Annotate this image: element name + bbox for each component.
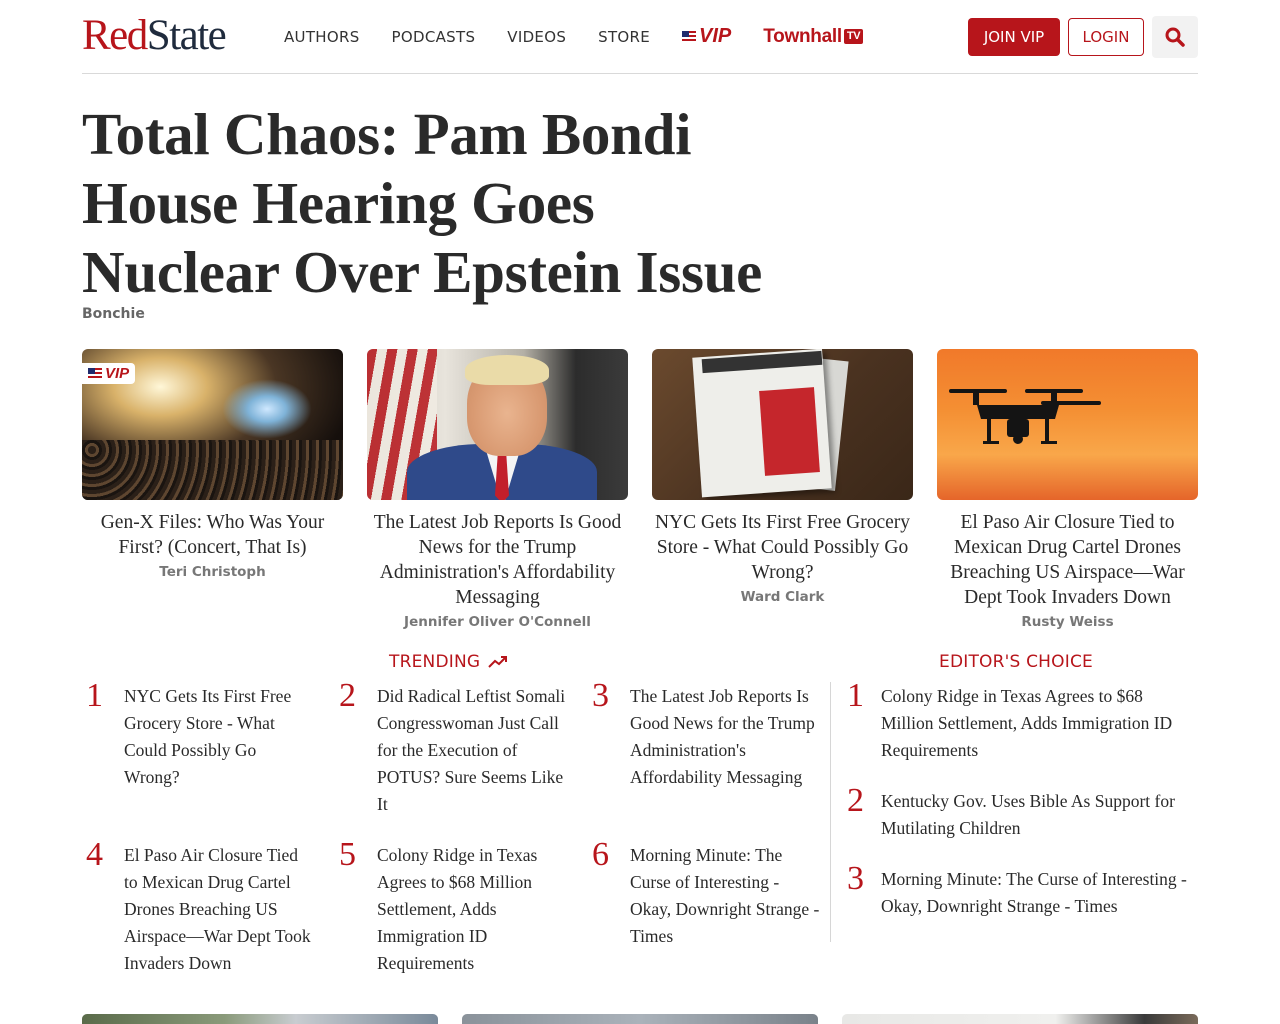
story-card[interactable] — [652, 349, 913, 605]
bottom-story-thumbnail[interactable] — [842, 1014, 1198, 1024]
drone-image[interactable] — [937, 349, 1198, 500]
nav-videos[interactable]: VIDEOS — [507, 27, 567, 46]
trending-number: 1 — [86, 677, 103, 714]
vip-badge — [82, 363, 135, 384]
trending-title[interactable]: Morning Minute: The Curse of Interesting - Okay, Downright Strange - Times — [630, 845, 820, 946]
search-button[interactable] — [1152, 16, 1198, 58]
editors-choice-title[interactable]: Kentucky Gov. Uses Bible As Support for Mutilating Children — [881, 791, 1175, 838]
story-title[interactable]: Gen-X Files: Who Was Your First? (Concert, That Is) — [100, 512, 325, 558]
trending-up-icon — [488, 655, 508, 669]
concert-image[interactable] — [82, 349, 343, 500]
stage-lights — [222, 379, 312, 439]
story-title[interactable]: The Latest Job Reports Is Good News for the Trump Administration's Affordability Messaging — [373, 512, 622, 608]
join-vip-button[interactable]: JOIN VIP — [968, 18, 1060, 56]
story-title[interactable]: NYC Gets Its First Free Grocery Store - What Could Possibly Go Wrong? — [654, 512, 911, 583]
site-logo[interactable] — [82, 12, 225, 60]
trending-label: TRENDING — [389, 652, 481, 672]
story-author[interactable]: Teri Christoph — [159, 564, 266, 580]
story-author[interactable]: Rusty Weiss — [1021, 614, 1114, 630]
story-card[interactable] — [937, 349, 1198, 630]
story-card[interactable] — [82, 349, 343, 580]
story-title[interactable]: El Paso Air Closure Tied to Mexican Drug Cartel Drones Breaching US Airspace—War Dept Took Invaders Down — [950, 512, 1185, 608]
trending-number: 6 — [592, 836, 609, 873]
trending-title[interactable]: El Paso Air Closure Tied to Mexican Drug Cartel Drones Breaching US Airspace—War Dept Took Invaders Down — [124, 845, 311, 973]
search-icon — [1165, 27, 1185, 47]
nav-vip-label: VIP — [699, 25, 732, 47]
nav-townhall-tv[interactable] — [763, 26, 863, 48]
editors-choice-number: 1 — [847, 677, 864, 714]
newspaper-photo — [759, 387, 820, 476]
editors-choice-number: 2 — [847, 782, 864, 819]
crowd — [82, 440, 343, 500]
trending-number: 4 — [86, 836, 103, 873]
nav-podcasts[interactable]: PODCASTS — [391, 27, 476, 46]
editors-choice-number: 3 — [847, 860, 864, 897]
story-author[interactable]: Ward Clark — [740, 589, 825, 605]
trending-title[interactable]: NYC Gets Its First Free Grocery Store - What Could Possibly Go Wrong? — [124, 686, 292, 787]
bottom-story-thumbnail[interactable] — [82, 1014, 438, 1024]
story-card[interactable] — [367, 349, 628, 630]
vip-badge-label: VIP — [105, 365, 130, 382]
trending-heading — [389, 652, 508, 672]
townhall-label: Townhall — [763, 25, 842, 47]
trending-title[interactable]: Did Radical Leftist Somali Congresswoman Just Call for the Execution of POTUS? Sure Seems Like It — [377, 686, 566, 814]
nav-authors[interactable]: AUTHORS — [284, 27, 360, 46]
story-author[interactable]: Jennifer Oliver O'Connell — [404, 614, 591, 630]
townhall-tv-badge: TV — [844, 29, 863, 44]
trending-title[interactable]: Colony Ridge in Texas Agrees to $68 Million Settlement, Adds Immigration ID Requirements — [377, 845, 538, 973]
trending-number: 5 — [339, 836, 356, 873]
main-headline[interactable]: Total Chaos: Pam Bondi House Hearing Goes Nuclear Over Epstein Issue — [82, 101, 763, 305]
flag-icon — [682, 31, 696, 43]
section-divider — [830, 682, 831, 942]
logo-dark-text: State — [146, 12, 226, 59]
login-button[interactable]: LOGIN — [1068, 18, 1144, 56]
editors-choice-heading: EDITOR'S CHOICE — [939, 652, 1093, 672]
hair — [465, 355, 549, 385]
editors-choice-title[interactable]: Colony Ridge in Texas Agrees to $68 Million Settlement, Adds Immigration ID Requirements — [881, 686, 1173, 760]
site-header — [82, 0, 1198, 74]
trending-title[interactable]: The Latest Job Reports Is Good News for the Trump Administration's Affordability Messaging — [630, 686, 815, 787]
nav-vip[interactable] — [682, 25, 731, 48]
trump-image[interactable] — [367, 349, 628, 500]
main-headline-author[interactable]: Bonchie — [82, 306, 145, 322]
flag-icon — [88, 368, 102, 380]
bottom-story-thumbnail[interactable] — [462, 1014, 818, 1024]
trending-number: 3 — [592, 677, 609, 714]
drone-silhouette — [937, 349, 1198, 500]
logo-red-text: Red — [82, 12, 147, 59]
main-nav — [284, 25, 863, 48]
nav-store[interactable]: STORE — [598, 27, 651, 46]
trending-number: 2 — [339, 677, 356, 714]
newspaper-image[interactable] — [652, 349, 913, 500]
editors-choice-title[interactable]: Morning Minute: The Curse of Interesting - Okay, Downright Strange - Times — [881, 869, 1187, 916]
